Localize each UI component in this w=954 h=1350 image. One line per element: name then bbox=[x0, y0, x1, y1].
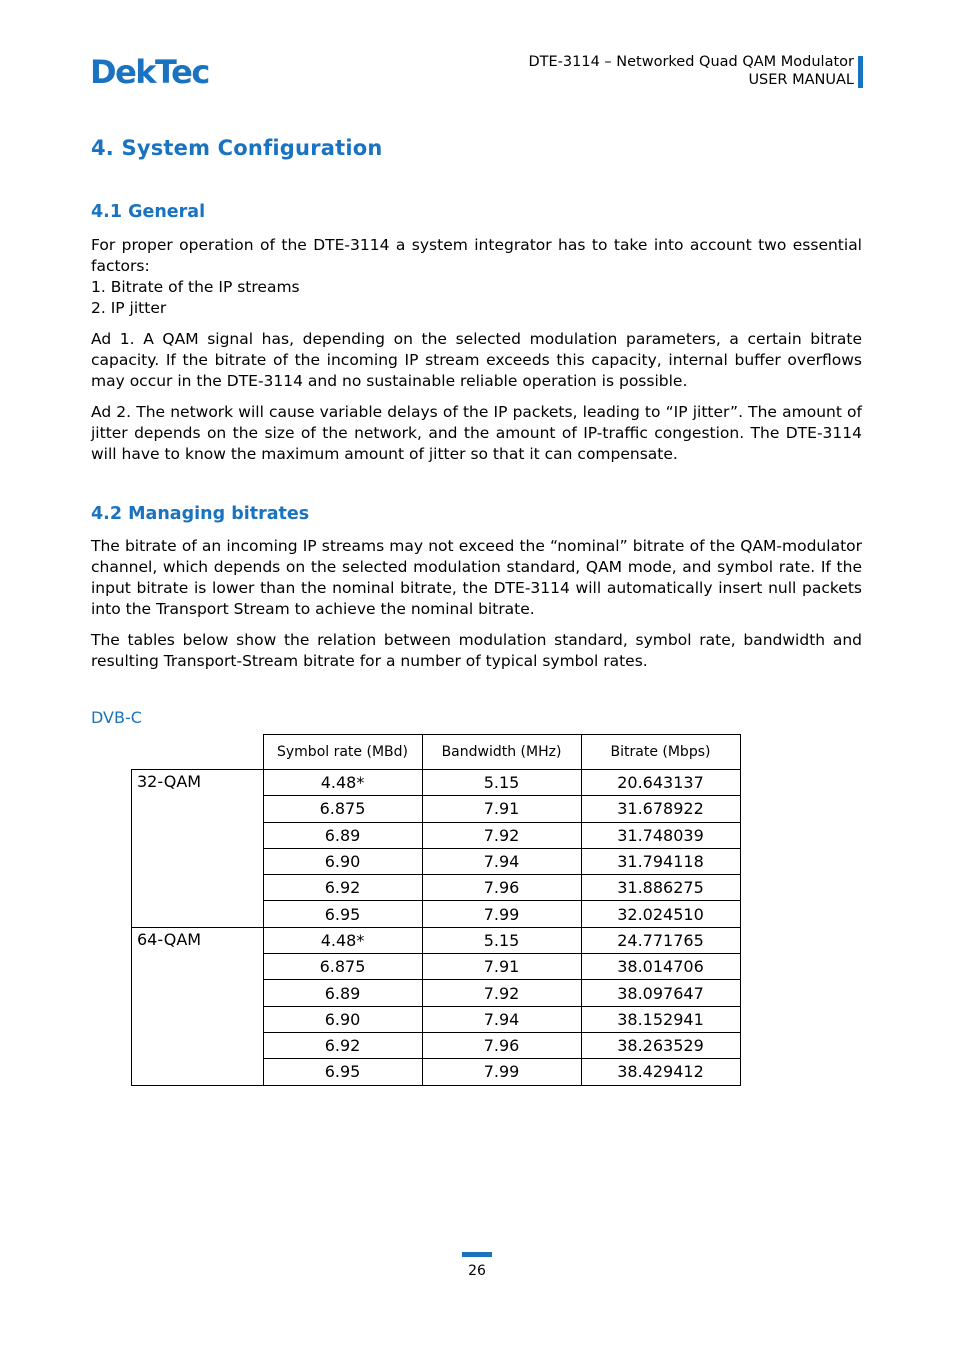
bitrate-cell: 32.024510 bbox=[581, 901, 740, 927]
bitrate-cell: 38.152941 bbox=[581, 1006, 740, 1032]
symbol-rate-cell: 6.95 bbox=[263, 901, 422, 927]
modulation-cell: 32-QAM bbox=[132, 770, 264, 928]
bitrate-cell: 31.678922 bbox=[581, 796, 740, 822]
page-number: 26 bbox=[468, 1263, 486, 1279]
symbol-rate-cell: 6.92 bbox=[263, 875, 422, 901]
table-row bbox=[132, 770, 741, 796]
table-header-row bbox=[132, 735, 741, 770]
bitrate-cell: 38.014706 bbox=[581, 954, 740, 980]
bandwidth-cell: 7.91 bbox=[422, 954, 581, 980]
table-header-bandwidth: Bandwidth (MHz) bbox=[422, 735, 581, 770]
symbol-rate-cell: 6.90 bbox=[263, 1006, 422, 1032]
table-header-bitrate: Bitrate (Mbps) bbox=[581, 735, 740, 770]
symbol-rate-cell: 4.48* bbox=[263, 927, 422, 953]
symbol-rate-cell: 6.89 bbox=[263, 822, 422, 848]
bandwidth-cell: 7.99 bbox=[422, 901, 581, 927]
bandwidth-cell: 5.15 bbox=[422, 927, 581, 953]
section-title: 4. System Configuration bbox=[91, 136, 383, 160]
bitrate-cell: 31.748039 bbox=[581, 822, 740, 848]
bitrate-cell: 20.643137 bbox=[581, 770, 740, 796]
bitrate-cell: 38.429412 bbox=[581, 1059, 740, 1085]
document-type: USER MANUAL bbox=[748, 72, 854, 88]
document-header bbox=[528, 53, 854, 89]
dvb-c-table bbox=[131, 734, 741, 1086]
dektec-logo bbox=[90, 56, 220, 86]
symbol-rate-cell: 6.90 bbox=[263, 848, 422, 874]
table-title: DVB-C bbox=[91, 708, 142, 727]
bitrate-cell: 24.771765 bbox=[581, 927, 740, 953]
bitrate-cell: 31.886275 bbox=[581, 875, 740, 901]
table-row bbox=[132, 927, 741, 953]
table-header-symbol-rate: Symbol rate (MBd) bbox=[263, 735, 422, 770]
table-header-blank bbox=[132, 735, 264, 770]
bandwidth-cell: 7.96 bbox=[422, 875, 581, 901]
header-accent-bar bbox=[858, 56, 863, 88]
bandwidth-cell: 5.15 bbox=[422, 770, 581, 796]
symbol-rate-cell: 6.95 bbox=[263, 1059, 422, 1085]
symbol-rate-cell: 6.92 bbox=[263, 1032, 422, 1058]
logo-text: DekTec bbox=[90, 56, 209, 86]
bitrate-cell: 38.263529 bbox=[581, 1032, 740, 1058]
subsection-heading-general: 4.1 General bbox=[91, 202, 206, 222]
general-intro-paragraph: For proper operation of the DTE-3114 a system integrator has to take into account two essential factors: bbox=[91, 236, 862, 275]
bandwidth-cell: 7.96 bbox=[422, 1032, 581, 1058]
bitrates-paragraph-1: The bitrate of an incoming IP streams may not exceed the “nominal” bitrate of the QAM-modulator channel, which depends on the selected modulation standard, QAM mode, and symbol rate. If the input bitrate is lower than the nominal bitrate, the DTE-3114 will automatically insert null packets into the Transport Stream to achieve the nominal bitrate. bbox=[91, 537, 862, 618]
symbol-rate-cell: 4.48* bbox=[263, 770, 422, 796]
ad2-paragraph: Ad 2. The network will cause variable delays of the IP packets, leading to “IP jitter”. The amount of jitter depends on the size of the network, and the amount of IP-traffic congestion. The DTE-3114 will have to know the maximum amount of jitter so that it can compensate. bbox=[91, 403, 862, 463]
product-name: DTE-3114 – Networked Quad QAM Modulator bbox=[528, 54, 854, 70]
bandwidth-cell: 7.94 bbox=[422, 848, 581, 874]
bandwidth-cell: 7.91 bbox=[422, 796, 581, 822]
bandwidth-cell: 7.92 bbox=[422, 822, 581, 848]
symbol-rate-cell: 6.875 bbox=[263, 796, 422, 822]
bitrate-cell: 38.097647 bbox=[581, 980, 740, 1006]
bitrate-cell: 31.794118 bbox=[581, 848, 740, 874]
footer-accent-bar bbox=[462, 1252, 492, 1257]
bandwidth-cell: 7.94 bbox=[422, 1006, 581, 1032]
bandwidth-cell: 7.92 bbox=[422, 980, 581, 1006]
bandwidth-cell: 7.99 bbox=[422, 1059, 581, 1085]
list-item-jitter: 2. IP jitter bbox=[91, 299, 167, 317]
list-item-bitrate: 1. Bitrate of the IP streams bbox=[91, 278, 300, 296]
subsection-heading-bitrates: 4.2 Managing bitrates bbox=[91, 504, 310, 524]
ad1-paragraph: Ad 1. A QAM signal has, depending on the selected modulation parameters, a certain bitrate capacity. If the bitrate of the incoming IP stream exceeds this capacity, internal buffer overflows may occur in the DTE-3114 and no sustainable reliable operation is possible. bbox=[91, 330, 862, 390]
bitrates-paragraph-2: The tables below show the relation between modulation standard, symbol rate, bandwidth and resulting Transport-Stream bitrate for a number of typical symbol rates. bbox=[91, 631, 862, 670]
symbol-rate-cell: 6.875 bbox=[263, 954, 422, 980]
symbol-rate-cell: 6.89 bbox=[263, 980, 422, 1006]
modulation-cell: 64-QAM bbox=[132, 927, 264, 1085]
